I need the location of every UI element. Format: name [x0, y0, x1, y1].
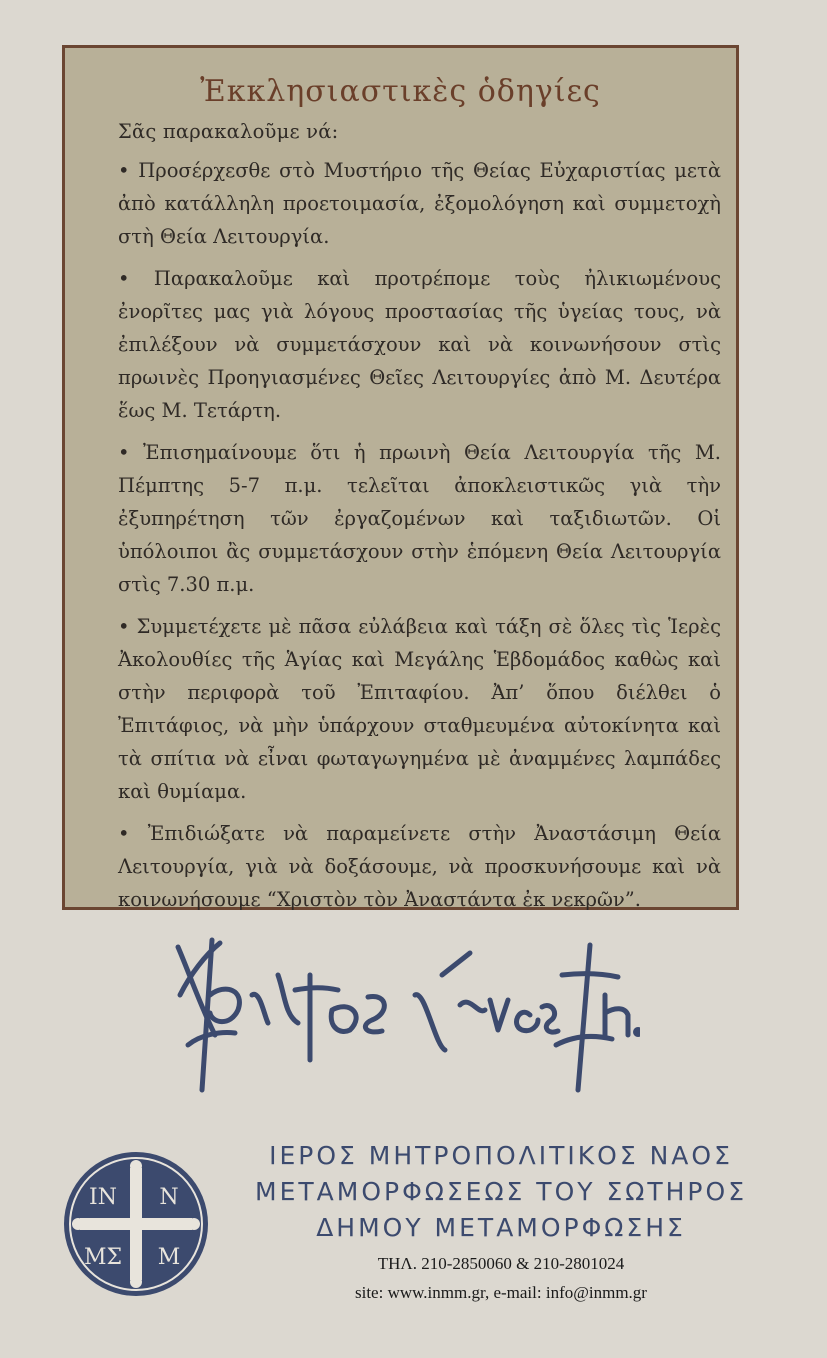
instructions-box [62, 45, 739, 910]
phone-numbers: ΤΗΛ. 210-2850060 & 210-2801024 [377, 1254, 625, 1273]
instructions-list [118, 154, 721, 925]
church-name-line2: ΜΕΤΑΜΟΡΦΩΣΕΩΣ ΤΟΥ ΣΩΤΗΡΟΣ [255, 1177, 747, 1206]
church-name-line1: ΙΕΡΟΣ ΜΗΤΡΟΠΟΛΙΤΙΚΟΣ ΝΑΟΣ [269, 1141, 733, 1170]
instruction-item: • Παρακαλοῦμε καὶ προτρέπομε τοὺς ἠλικιωμένους ἐνορῖτες μας γιὰ λόγους προστασίας τῆς ὑγείας τους, νὰ ἐπιλέξουν νὰ συμμετάσχουν καὶ νὰ κοινωνήσουν στὶς πρωινὲς Προηγιασμένες Θεῖες Λειτουργίες ἀπὸ Μ. Δευτέρα ἕως Μ. Τετάρτη. [118, 267, 721, 422]
church-name-line3: ΔΗΜΟΥ ΜΕΤΑΜΟΡΦΩΣΗΣ [316, 1213, 686, 1242]
handwritten-signature [160, 935, 640, 1095]
seal-letter: Ν [159, 1185, 179, 1210]
church-seal [58, 1146, 214, 1302]
instructions-title: Ἐκκλησιαστικὲς ὁδηγίες [200, 74, 601, 109]
instruction-item: • Συμμετέχετε μὲ πᾶσα εὐλάβεια καὶ τάξη σὲ ὅλες τὶς Ἱερὲς Ἀκολουθίες τῆς Ἁγίας καὶ Μεγάλης Ἑβδομάδος καθὼς καὶ στὴν περιφορὰ τοῦ Ἐπιταφίου. Ἀπ’ ὅπου διέλθει ὁ Ἐπιτάφιος, νὰ μὴν ὑπάρχουν σταθμευμένα αὐτοκίνητα καὶ τὰ σπίτια νὰ εἶναι φωταγωγημένα μὲ ἀναμμένες λαμπάδες καὶ θυμίαμα. [118, 615, 721, 803]
instruction-item: • Ἐπισημαίνουμε ὅτι ἡ πρωινὴ Θεία Λειτουργία τῆς Μ. Πέμπτης 5-7 π.μ. τελεῖται ἀποκλειστικῶς γιὰ τὴν ἐξυπηρέτηση τῶν ἐργαζομένων καὶ ταξιδιωτῶν. Οἱ ὑπόλοιποι ἂς συμμετάσχουν στὴν ἑπόμενη Θεία Λειτουργία στὶς 7.30 π.μ. [118, 441, 721, 596]
seal-letter: Μ [157, 1245, 181, 1270]
instruction-item: • Προσέρχεσθε στὸ Μυστήριο τῆς Θείας Εὐχαριστίας μετὰ ἀπὸ κατάλληλη προετοιμασία, ἐξομολόγηση καὶ συμμετοχὴ στὴ Θεία Λειτουργία. [118, 159, 721, 248]
seal-letter: ΜΣ [83, 1245, 123, 1270]
website-email[interactable]: site: www.inmm.gr, e-mail: info@inmm.gr [355, 1283, 647, 1302]
instruction-item: • Ἐπιδιώξατε νὰ παραμείνετε στὴν Ἀναστάσιμη Θεία Λειτουργία, γιὰ νὰ δοξάσουμε, νὰ προσκυνήσουμε καὶ νὰ κοινωνήσουμε “Χριστὸν τὸν Ἀναστάντα ἐκ νεκρῶν”. [118, 822, 721, 911]
seal-letter: ΙΝ [89, 1185, 117, 1210]
instructions-intro: Σᾶς παρακαλοῦμε νά: [118, 120, 339, 143]
